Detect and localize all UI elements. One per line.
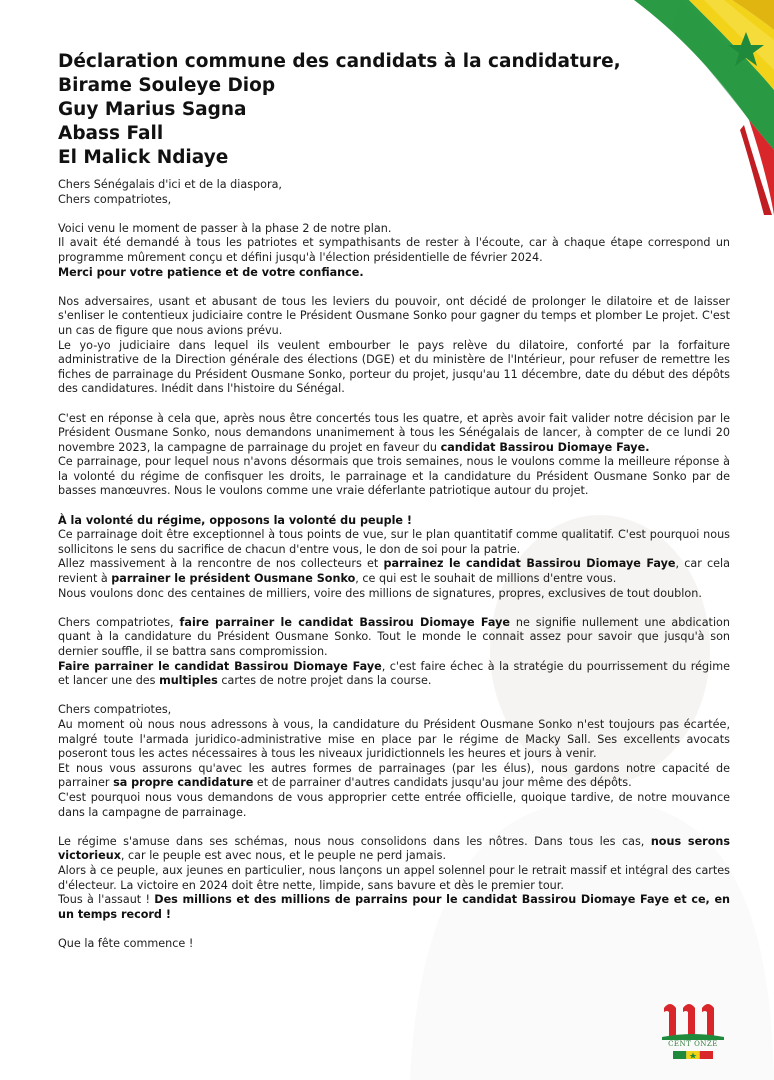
text-line: Chers compatriotes, [58, 703, 172, 717]
paragraph [58, 616, 730, 689]
text-span: ne signifie nullement une abdication quant à la candidature du Président Ousmane Sonko. Tout le monde le connait assez pour savoir que jusqu'à son dernier souffle, il se battra sans compromission. [58, 615, 730, 658]
bold-text: candidat Bassirou Diomaye Faye. [440, 440, 650, 454]
logo-numeral-graphic [660, 1002, 726, 1040]
bold-text: multiples [159, 674, 218, 688]
paragraph [58, 295, 730, 397]
text-line: Au moment où nous nous adressons à vous, la candidature du Président Ousmane Sonko n'est toujours pas écartée, malgré toute l'armada juridico-administrative mise en place par le régime de Macky Sall. Ses excellents avocats poseront tous les actes nécessaires à tous les niveaux juridictionnels les heures et jours à venir. [58, 717, 730, 761]
text-line: C'est pourquoi nous vous demandons de vous approprier cette entrée officielle, quoique tardive, de notre mouvance dans la campagne de parrainage. [58, 790, 730, 819]
candidate-name: Guy Marius Sagna [58, 99, 247, 120]
heading-title: Déclaration commune des candidats à la candidature, [58, 51, 621, 72]
salutation-line: Chers Sénégalais d'ici et de la diaspora, [58, 178, 282, 191]
text-line: Ce parrainage, pour lequel nous n'avons désormais que trois semaines, nous le voulons comme la meilleure réponse à la volonté du régime de confisquer les droits, le parrainage et la candidature du Président Ousmane Sonko par de basses manœuvres. Nous le voulons comme une vraie déferlante patriotique autour du projet. [58, 455, 730, 498]
logo-flag-bar [673, 1051, 713, 1059]
text-line: Nous voulons donc des centaines de milliers, voire des millions de signatures, propres, exclusives de tout doublon. [58, 586, 702, 600]
text-line: Alors à ce peuple, aux jeunes en particulier, nous lançons un appel solennel pour le retrait massif et intégral des cartes d'électeur. La victoire en 2024 doit être nette, limpide, sans bavure et dès le premier tour. [58, 863, 730, 892]
bold-text: faire parrainer le candidat Bassirou Diomaye Faye [179, 615, 510, 629]
text-line: Le yo-yo judiciaire dans lequel ils veulent embourber le pays relève du dilatoire, conforté par la forfaiture administrative de la Direction générale des élections (DGE) et du ministère de l'Intérieur, pour refuser de remettre les fiches de parrainage du Président Ousmane Sonko, porteur du projet, jusqu'au 11 décembre, date du début des dépôts des candidatures. Inédit dans l'histoire du Sénégal. [58, 338, 730, 396]
text-span: Chers compatriotes, [58, 615, 180, 629]
paragraph [58, 514, 730, 602]
candidate-name: Birame Souleye Diop [58, 75, 276, 96]
text-line: Nos adversaires, usant et abusant de tous les leviers du pouvoir, ont décidé de prolonger le dilatoire et de laisser s'enliser le contentieux judiciaire contre le Président Ousmane Sonko pour gagner du temps et plomber Le projet. C'est un cas de figure que nous avions prévu. [58, 294, 730, 337]
text-span: et de parrainer d'autres candidats jusqu'au jour même des dépôts. [253, 776, 632, 790]
section-slogan: À la volonté du régime, opposons la volonté du peuple ! [58, 513, 413, 527]
text-span: , ce qui est le souhait de millions d'entre vous. [355, 572, 617, 586]
text-line: Ce parrainage doit être exceptionnel à tous points de vue, sur le plan quantitatif comme qualitatif. C'est pourquoi nous sollicitons le sens du sacrifice de chacun d'entre vous, le don de soi pour la patrie. [58, 528, 730, 556]
text-span: C'est en réponse à cela que, après nous être concertés tous les quatre, et après avoir fait valider notre décision par le Président Ousmane Sonko, nous demandons unanimement à tous les Sénégalais de lancer, à compter de ce lundi 20 novembre 2023, la campagne de parrainage du projet en faveur du [58, 411, 730, 454]
text-span: Allez massivement à la rencontre de nos collecteurs et [58, 557, 384, 571]
paragraph [58, 835, 730, 923]
bold-text: parrainer le président Ousmane Sonko [111, 572, 356, 586]
logo-text: CENT ONZE [668, 1040, 718, 1048]
text-span: , car le peuple est avec nous, et le peuple ne perd jamais. [120, 849, 447, 863]
paragraph [58, 703, 730, 820]
text-line: Voici venu le moment de passer à la phase 2 de notre plan. [58, 221, 392, 235]
declaration-heading [58, 50, 621, 170]
candidate-name: El Malick Ndiaye [58, 147, 229, 168]
bold-text: nous serons victorieux [58, 834, 730, 863]
text-line: Il avait été demandé à tous les patriotes et sympathisants de rester à l'écoute, car à chaque étape correspond un programme mûrement conçu et défini jusqu'à l'élection présidentielle de février 2024. [58, 236, 730, 264]
bold-text: Faire parrainer le candidat Bassirou Diomaye Faye [58, 659, 382, 673]
salutation-line: Chers compatriotes, [58, 192, 172, 206]
bold-text: Merci pour votre patience et de votre confiance. [58, 265, 364, 279]
salutation [58, 178, 730, 207]
paragraph [58, 222, 730, 280]
text-span: , car cela revient à [58, 557, 730, 586]
candidate-name: Abass Fall [58, 123, 164, 144]
text-span: , c'est faire échec à la stratégie du pourrissement du régime et lancer une des [58, 659, 730, 688]
letter-body [58, 178, 730, 951]
cent-onze-logo [660, 1002, 726, 1060]
bold-text: Des millions et des millions de parrains pour le candidat Bassirou Diomaye Faye et ce, en un temps record ! [58, 893, 730, 921]
text-span: cartes de notre projet dans la course. [217, 674, 432, 688]
paragraph [58, 412, 730, 500]
text-span: Le régime s'amuse dans ses schémas, nous nous consolidons dans les nôtres. Dans tous les cas, [58, 834, 651, 848]
text-span: Tous à l'assaut ! [58, 893, 155, 907]
bold-text: parrainez le candidat Bassirou Diomaye Faye [383, 557, 676, 571]
bold-text: sa propre candidature [113, 776, 254, 790]
closing-line: Que la fête commence ! [58, 936, 194, 950]
text-span: Et nous vous assurons qu'avec les autres formes de parrainages (par les élus), nous gardons notre capacité de parrainer [58, 761, 730, 790]
